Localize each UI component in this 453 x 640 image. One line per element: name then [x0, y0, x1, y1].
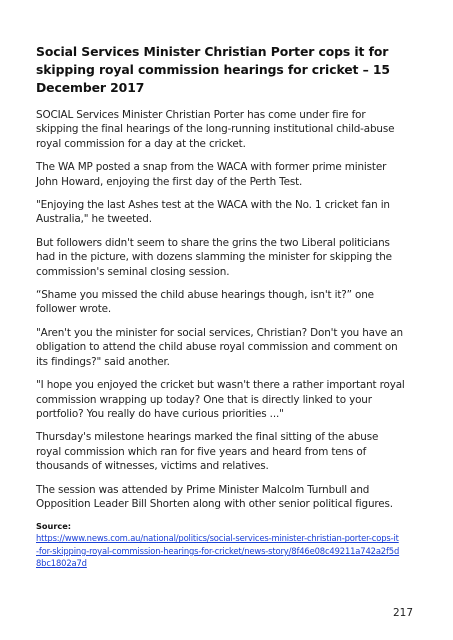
article-title: Social Services Minister Christian Porter cops it for skipping royal commission hearings for cricket – 15 December 2017	[36, 44, 390, 95]
article-paragraph-4: But followers didn't seem to share the grins the two Liberal politicians had in the picture, with dozens slamming the minister for skipping the commission's seminal closing session.	[36, 236, 392, 278]
source-label: Source:	[36, 521, 72, 532]
article-paragraph-8: Thursday's milestone hearings marked the final sitting of the abuse royal commission which ran for five years and heard from tens of thousands of witnesses, victims and relatives.	[36, 431, 379, 473]
source-link[interactable]: https://www.news.com.au/national/politics/social-services-minister-christian-porter-cops-it-for-skipping-royal-commission-hearings-for-cricket/news-story/8f46e08c49211a742a2f5d8bc1802a7d	[36, 533, 400, 569]
article-paragraph-7: "I hope you enjoyed the cricket but wasn't there a rather important royal commission wrapping up today? One that is directly linked to your portfolio? You really do have curious priorities ..."	[36, 379, 405, 420]
article-paragraph-3: "Enjoying the last Ashes test at the WACA with the No. 1 cricket fan in Australia," he tweeted.	[36, 199, 390, 226]
article	[36, 43, 406, 570]
article-paragraph-9: The session was attended by Prime Minister Malcolm Turnbull and Opposition Leader Bill Shorten along with other senior political figures.	[36, 483, 393, 510]
article-paragraph-6: "Aren't you the minister for social services, Christian? Don't you have an obligation to attend the child abuse royal commission and comment on its findings?" said another.	[36, 326, 403, 368]
article-paragraph-1: SOCIAL Services Minister Christian Porter has come under fire for skipping the final hearings of the long-running institutional child-abuse royal commission for a day at the cricket.	[36, 109, 395, 150]
article-paragraph-5: “Shame you missed the child abuse hearings though, isn't it?” one follower wrote.	[36, 289, 374, 316]
page-number: 217	[392, 607, 413, 619]
article-paragraph-2: The WA MP posted a snap from the WACA with former prime minister John Howard, enjoying the first day of the Perth Test.	[36, 161, 387, 188]
